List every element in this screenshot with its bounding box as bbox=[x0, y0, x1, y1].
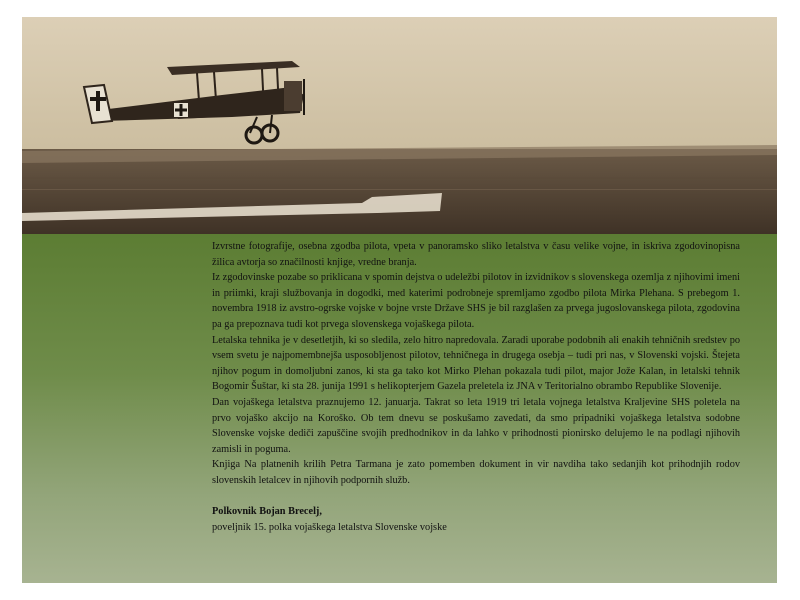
paragraph-4: Dan vojaškega letalstva praznujemo 12. januarja. Takrat so leta 1919 tri letala vojnega letalstva Kraljevine SHS poletela na prvo vojaško akcijo na Koroško. Ob tem dnevu se poskušamo zavedati, da smo pripadniki vojaškega letalstva sodobne Slovenske vojske dediči zapuščine svojih predhodnikov in da lahko v prihodnosti pionirsko delujemo le na podlagi njihovih zamisli in poguma. bbox=[212, 396, 740, 455]
spacer bbox=[212, 489, 740, 505]
paragraph-1: Izvrstne fotografije, osebna zgodba pilota, vpeta v panoramsko sliko letalstva v času velike vojne, in iskriva zgodovinopisna žilica avtorja so značilnosti knjige, vredne branja. bbox=[212, 241, 740, 268]
signature-name: Polkovnik Bojan Brecelj, bbox=[212, 506, 322, 518]
foreword-text bbox=[212, 239, 740, 535]
paragraph-3: Letalska tehnika je v desetletjih, ki so sledila, zelo hitro napredovala. Zaradi uporabe podobnih ali enakih tehničnih sredstev po vsem svetu je najpomembnejša usposobljenost pilotov, tehničnega in drugega osebja – tudi pri nas, v Slovenski vojski. Štejeta njihov pogum in domoljubni zanos, ki sta ga tako kot Mirko Plehan pokazala tudi pilot, major Jože Kalan, in letalski tehnik Bogomir Šuštar, ki sta 28. junija 1991 s helikopterjem Gazela preletela iz JNA v Teritorialno obrambo Republike Slovenije. bbox=[212, 334, 740, 393]
paragraph-2: Iz zgodovinske pozabe so priklicana v spomin dejstva o udeležbi pilotov in izvidnikov s slovenskega ozemlja z njihovimi imeni in priimki, kraji službovanja in dogodki, med katerimi podrobneje spremljamo zgodbo pilota Mirka Plehana. S prebegom 1. novembra 1918 iz avstro-ogrske vojske v bojne vrste Države SHS je bil razglašen za prvega jugoslovanskega pilota, zgodovina pa ga prepoznava tudi kot prvega slovenskega vojaškega pilota. bbox=[212, 272, 740, 330]
paragraph-5: Knjiga Na platnenih krilih Petra Tarmana je zato pomemben dokument in vir navdiha tako sedanjih kot prihodnjih rodov slovenskih letalcev in njihovih podpornih služb. bbox=[212, 459, 740, 486]
book-page bbox=[22, 17, 777, 583]
sky bbox=[22, 17, 777, 157]
biplane-photo-illustration bbox=[22, 17, 777, 234]
historical-photo bbox=[22, 17, 777, 234]
signature-role: poveljnik 15. polka vojaškega letalstva Slovenske vojske bbox=[212, 521, 447, 533]
